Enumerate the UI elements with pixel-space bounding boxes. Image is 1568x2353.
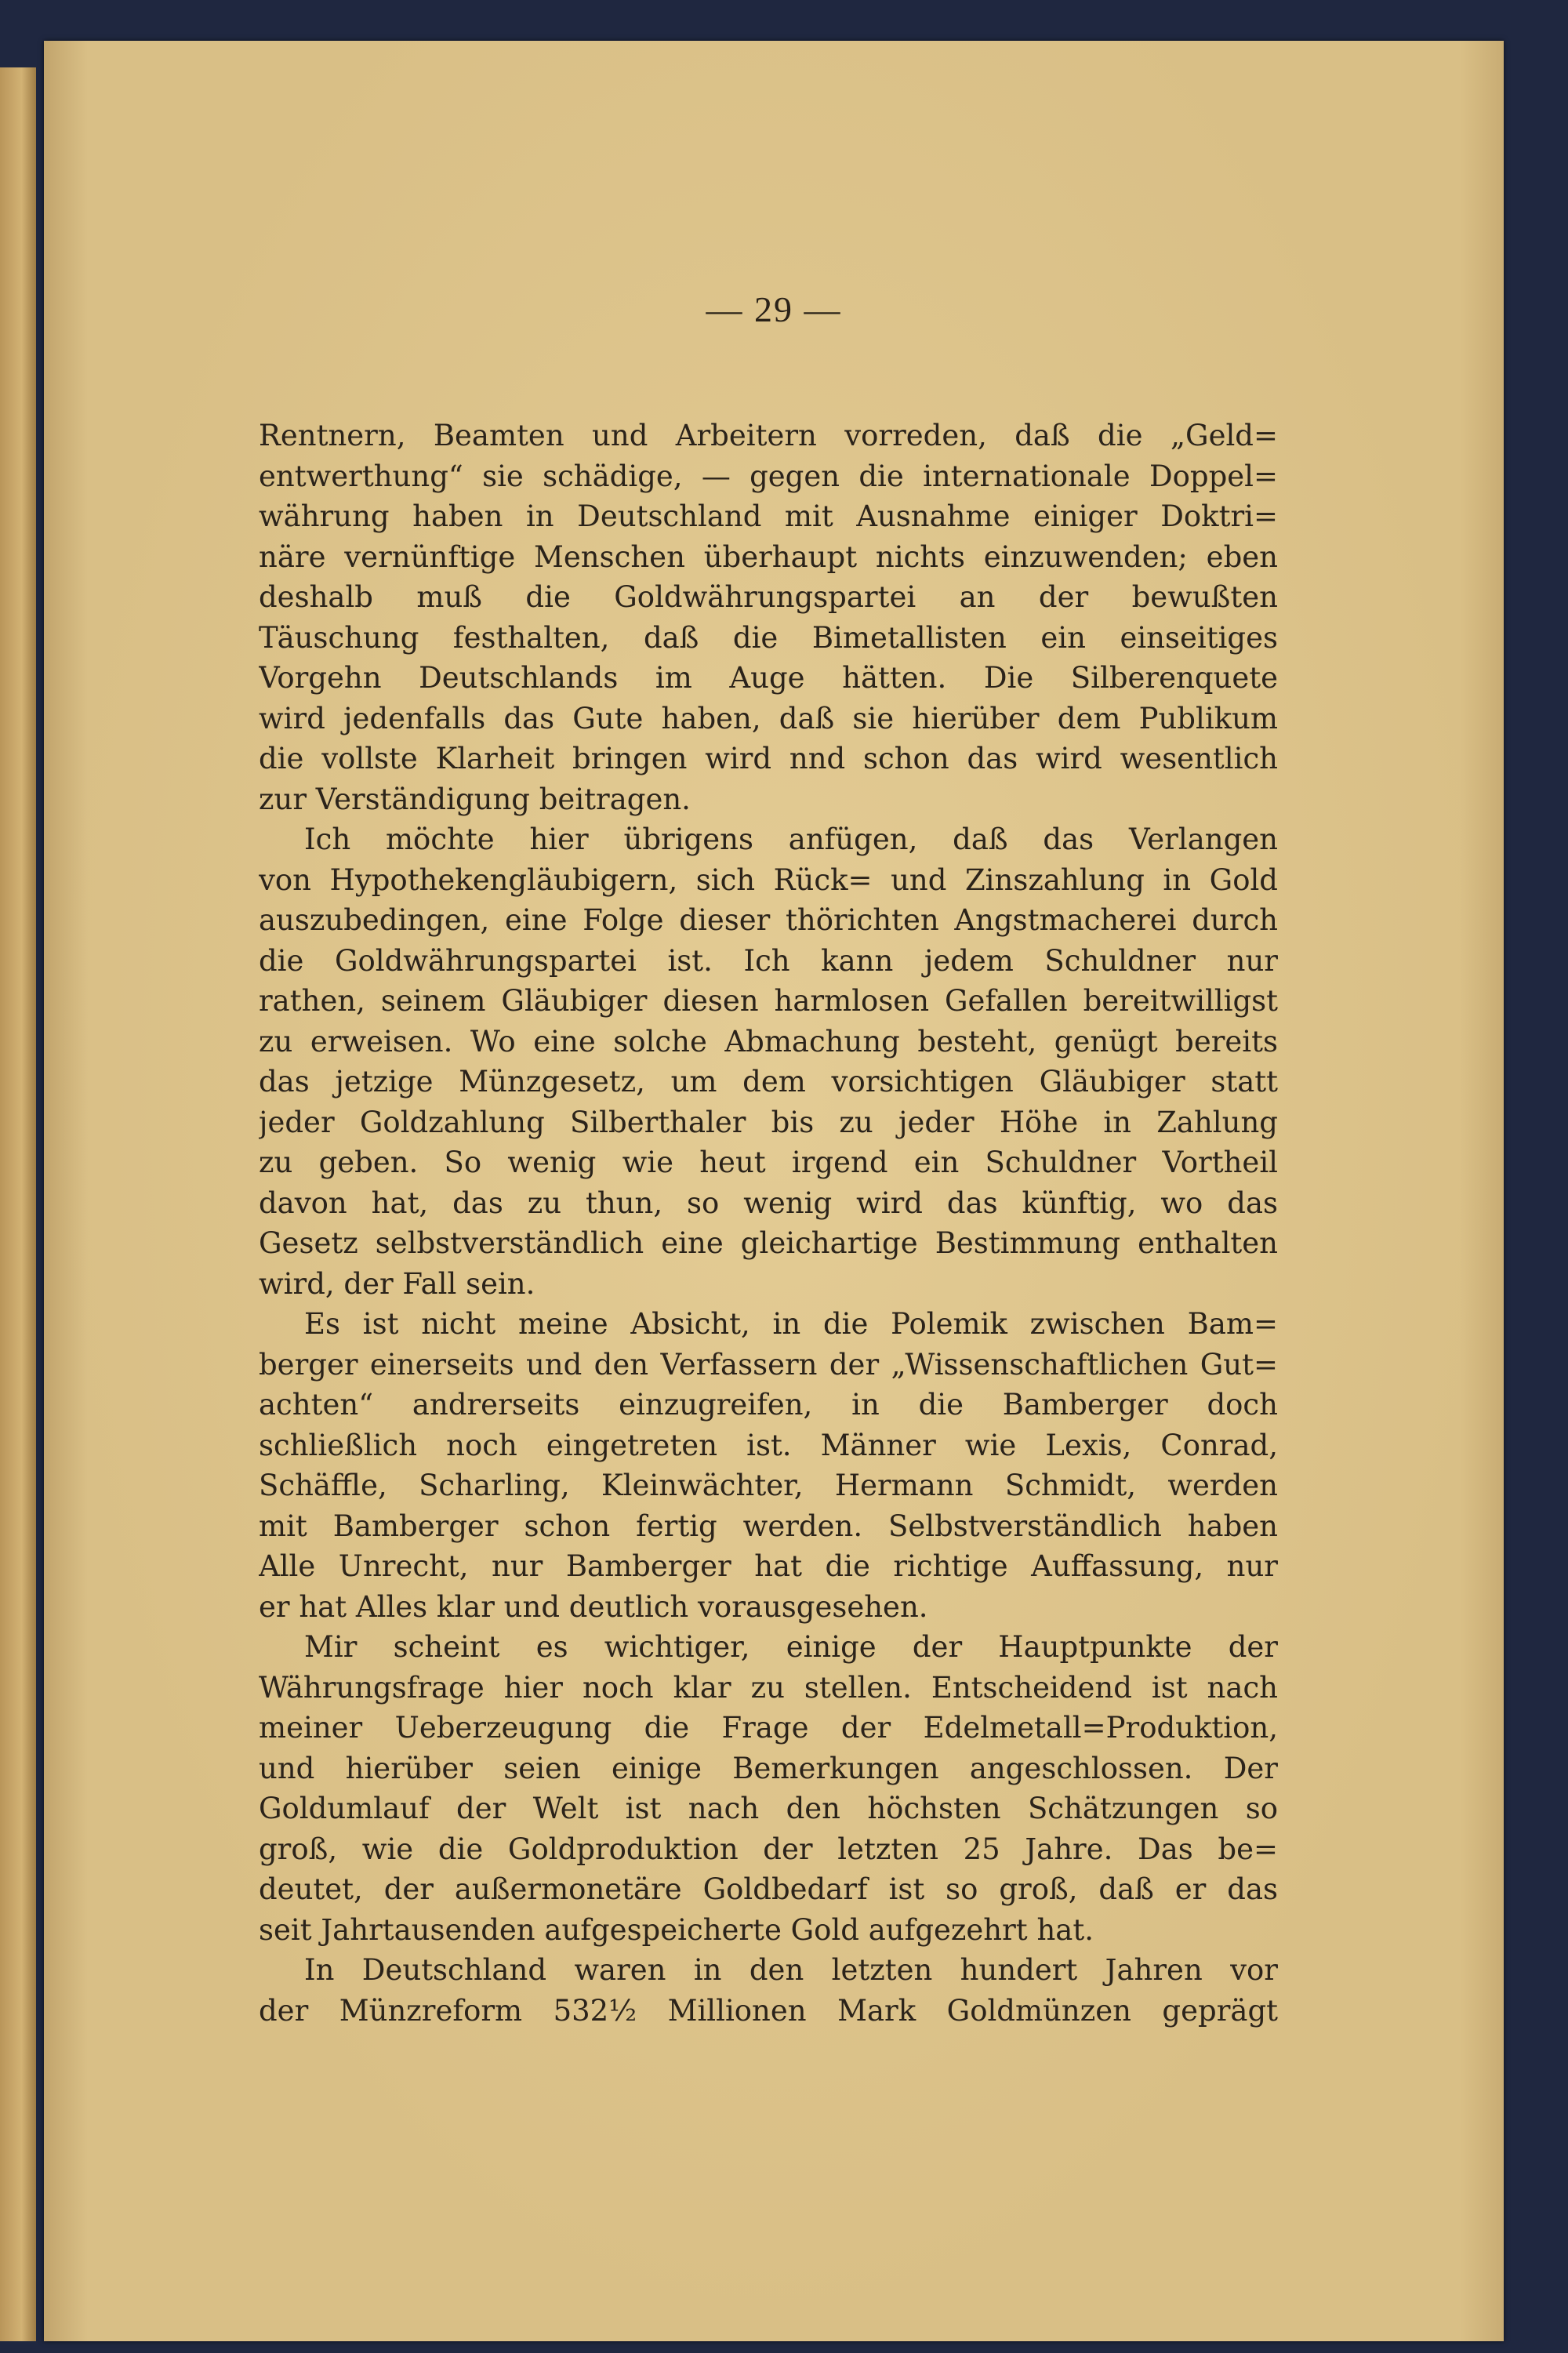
text-line: Mir scheint es wichtiger, einige der Hauptpunkte der xyxy=(304,1630,1278,1664)
text-line: Täuschung festhalten, daß die Bimetallisten ein einseitiges xyxy=(259,620,1278,655)
body-text xyxy=(259,416,1278,2031)
text-line: näre vernünftige Menschen überhaupt nichts einzuwenden; eben xyxy=(259,539,1278,574)
text-line: Rentnern, Beamten und Arbeitern vorreden, daß die „Geld= xyxy=(259,419,1278,452)
text-line: er hat Alles klar und deutlich vorausgesehen. xyxy=(259,1589,928,1624)
text-line: achten“ andrerseits einzugreifen, in die Bamberger doch xyxy=(259,1388,1278,1422)
text-line: Es ist nicht meine Absicht, in die Polemik zwischen Bam= xyxy=(304,1307,1278,1341)
text-line: wird jedenfalls das Gute haben, daß sie hierüber dem Publikum xyxy=(259,701,1278,735)
text-line: zu erweisen. Wo eine solche Abmachung besteht, genügt bereits xyxy=(259,1024,1278,1058)
text-line: Vorgehn Deutschlands im Auge hätten. Die Silberenquete xyxy=(259,661,1278,695)
text-line: deutet, der außermonetäre Goldbedarf ist so groß, daß er das xyxy=(259,1872,1278,1906)
previous-page-edge xyxy=(0,67,36,2341)
text-line: Währungsfrage hier noch klar zu stellen. Entscheidend ist nach xyxy=(259,1670,1278,1705)
text-line: Ich möchte hier übrigens anfügen, daß das Verlangen xyxy=(304,822,1278,856)
text-line: mit Bamberger schon fertig werden. Selbstverständlich haben xyxy=(259,1509,1278,1543)
text-line: und hierüber seien einige Bemerkungen angeschlossen. Der xyxy=(259,1751,1278,1785)
text-line: währung haben in Deutschland mit Ausnahme einiger Doktri= xyxy=(259,499,1278,533)
text-line: die Goldwährungspartei ist. Ich kann jedem Schuldner nur xyxy=(259,943,1278,978)
text-line: entwerthung“ sie schädige, — gegen die internationale Doppel= xyxy=(259,459,1278,493)
page-number: — 29 — xyxy=(706,289,842,329)
text-line: Alle Unrecht, nur Bamberger hat die richtige Auffassung, nur xyxy=(259,1549,1278,1583)
text-line: das jetzige Münzgesetz, um dem vorsichtigen Gläubiger statt xyxy=(259,1065,1278,1098)
text-line: Goldumlauf der Welt ist nach den höchsten Schätzungen so xyxy=(259,1792,1278,1825)
text-line: In Deutschland waren in den letzten hundert Jahren vor xyxy=(304,1953,1278,1987)
text-line: die vollste Klarheit bringen wird nnd schon das wird wesentlich xyxy=(259,742,1278,775)
text-line: jeder Goldzahlung Silberthaler bis zu jeder Höhe in Zahlung xyxy=(259,1105,1278,1139)
text-line: Schäffle, Scharling, Kleinwächter, Hermann Schmidt, werden xyxy=(259,1469,1278,1502)
text-line: deshalb muß die Goldwährungspartei an der bewußten xyxy=(259,580,1278,614)
text-line: berger einerseits und den Verfassern der „Wissenschaftlichen Gut= xyxy=(259,1347,1278,1382)
text-line: von Hypothekengläubigern, sich Rück= und Zinszahlung in Gold xyxy=(259,862,1278,897)
text-line: zu geben. So wenig wie heut irgend ein Schuldner Vortheil xyxy=(259,1146,1278,1179)
text-line: rathen, seinem Gläubiger diesen harmlosen Gefallen bereitwilligst xyxy=(259,984,1278,1018)
text-line: seit Jahrtausenden aufgespeicherte Gold aufgezehrt hat. xyxy=(259,1912,1094,1947)
book-page xyxy=(44,41,1504,2341)
text-line: zur Verständigung beitragen. xyxy=(259,782,691,816)
text-line: davon hat, das zu thun, so wenig wird das künftig, wo das xyxy=(259,1186,1278,1220)
text-line: Gesetz selbstverständlich eine gleichartige Bestimmung enthalten xyxy=(259,1226,1278,1260)
text-line: wird, der Fall sein. xyxy=(259,1266,535,1301)
text-line: auszubedingen, eine Folge dieser thörichten Angstmacherei durch xyxy=(259,903,1278,937)
text-line: meiner Ueberzeugung die Frage der Edelmetall=Produktion, xyxy=(259,1711,1278,1745)
text-line: groß, wie die Goldproduktion der letzten 25 Jahre. Das be= xyxy=(259,1832,1278,1866)
text-line: der Münzreform 532½ Millionen Mark Goldmünzen geprägt xyxy=(259,1993,1278,2028)
text-line: schließlich noch eingetreten ist. Männer wie Lexis, Conrad, xyxy=(259,1428,1278,1462)
